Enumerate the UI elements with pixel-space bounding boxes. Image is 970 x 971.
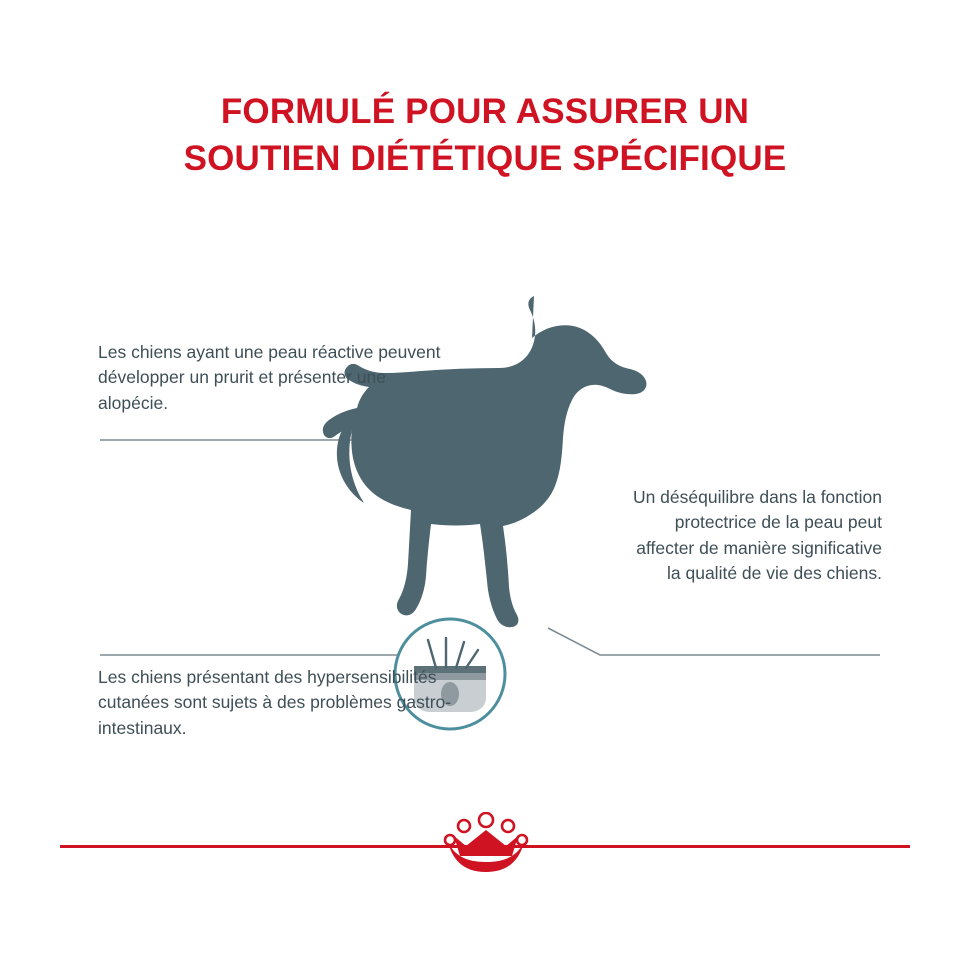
page-title-line-1: FORMULÉ POUR ASSURER UN [220,92,750,131]
page-title [0,88,970,183]
callout-top-left: Les chiens ayant une peau réactive peuvent développer un prurit et présenter une alopécie. [98,342,441,413]
royal-canin-crown-icon [440,812,532,878]
page-title-line-2: SOUTIEN DIÉTÉTIQUE SPÉCIFIQUE [183,139,787,179]
dog-silhouette-icon [300,280,680,650]
callout-bottom-left: Les chiens présentant des hypersensibilités cutanées sont sujets à des problèmes gastro-intestinaux. [98,667,452,738]
callout-right: Un déséquilibre dans la fonction protectrice de la peau peut affecter de manière significative la qualité de vie des chiens. [632,487,882,584]
